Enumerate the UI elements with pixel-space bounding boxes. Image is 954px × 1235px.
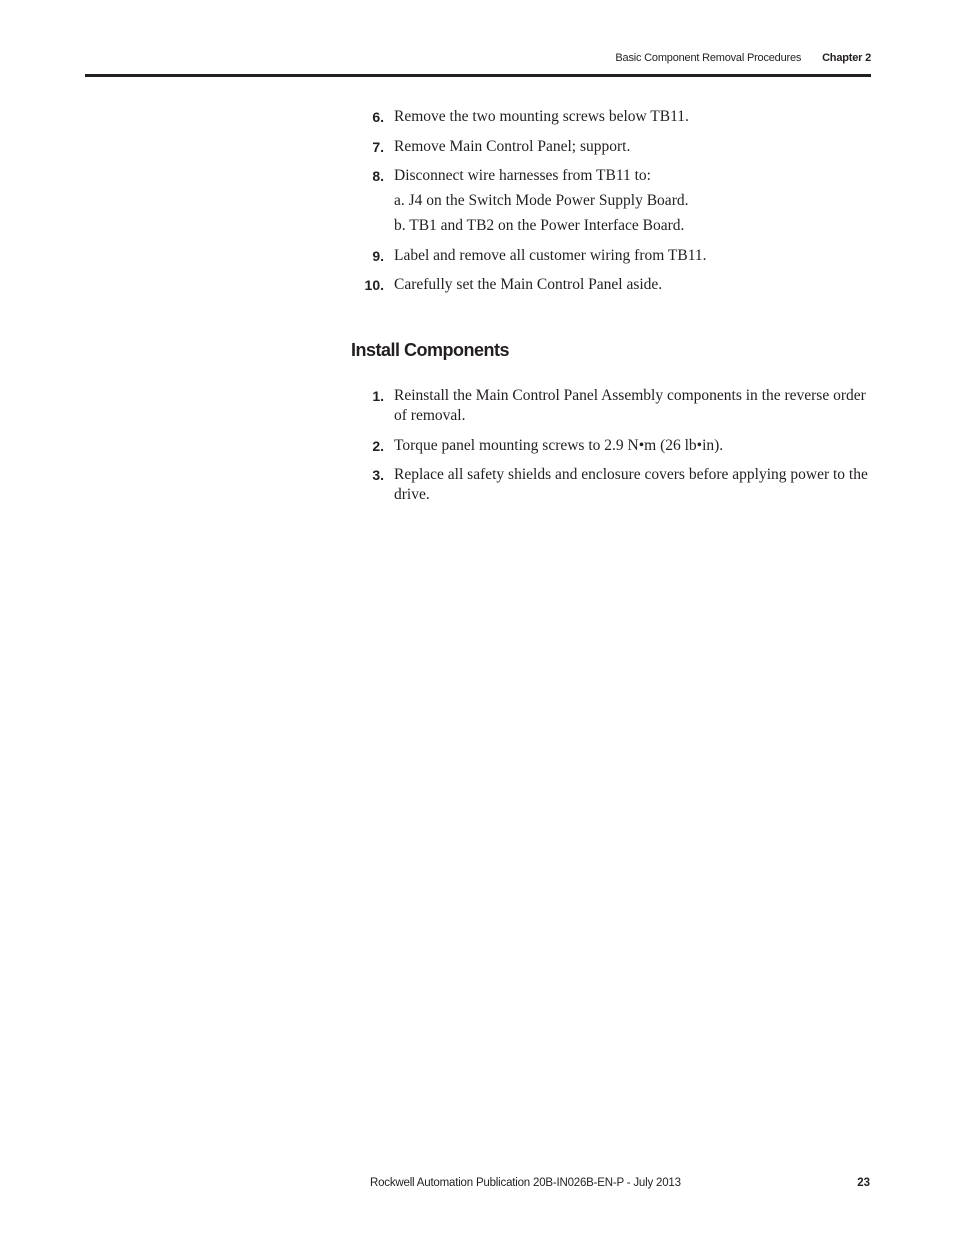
step-number: 2. bbox=[372, 437, 384, 454]
sub-list bbox=[394, 191, 871, 236]
step-number: 6. bbox=[372, 109, 384, 125]
install-steps-list bbox=[351, 386, 871, 515]
footer-publication: Rockwell Automation Publication 20B-IN026B-EN-P - July 2013 bbox=[370, 1177, 681, 1189]
step-number: 8. bbox=[372, 168, 384, 184]
step-number: 3. bbox=[372, 467, 384, 483]
step-text: Remove the two mounting screws below TB11. bbox=[394, 108, 689, 125]
sub-item: a. J4 on the Switch Mode Power Supply Board. bbox=[394, 192, 689, 209]
step-number: 7. bbox=[372, 138, 384, 155]
step-number: 1. bbox=[372, 388, 384, 404]
list-item bbox=[351, 107, 871, 127]
page-number: 23 bbox=[857, 1177, 870, 1189]
section-heading: Install Components bbox=[351, 340, 510, 360]
list-item bbox=[351, 436, 871, 456]
step-text: Label and remove all customer wiring from TB11. bbox=[394, 246, 707, 264]
step-text: Remove Main Control Panel; support. bbox=[394, 137, 631, 155]
step-text: Replace all safety shields and enclosure covers before applying power to the drive. bbox=[394, 466, 868, 503]
header-section-title: Basic Component Removal Procedures bbox=[615, 52, 802, 64]
step-text: Torque panel mounting screws to 2.9 N•m (26 lb•in). bbox=[394, 436, 724, 454]
step-number: 9. bbox=[372, 247, 384, 264]
step-text: Reinstall the Main Control Panel Assembly components in the reverse order of removal. bbox=[394, 387, 866, 424]
list-item bbox=[351, 246, 871, 266]
step-text: Carefully set the Main Control Panel aside. bbox=[394, 276, 663, 293]
running-header bbox=[615, 52, 871, 64]
list-item bbox=[351, 166, 871, 236]
header-chapter-label: Chapter 2 bbox=[822, 52, 871, 64]
list-item bbox=[351, 275, 871, 295]
list-item bbox=[351, 137, 871, 157]
sub-item: b. TB1 and TB2 on the Power Interface Board. bbox=[394, 217, 685, 234]
removal-steps-list bbox=[351, 107, 871, 305]
header-rule bbox=[85, 74, 871, 77]
step-text: Disconnect wire harnesses from TB11 to: bbox=[394, 167, 651, 184]
list-item bbox=[351, 465, 871, 505]
list-item bbox=[351, 386, 871, 426]
step-number: 10. bbox=[364, 277, 384, 293]
